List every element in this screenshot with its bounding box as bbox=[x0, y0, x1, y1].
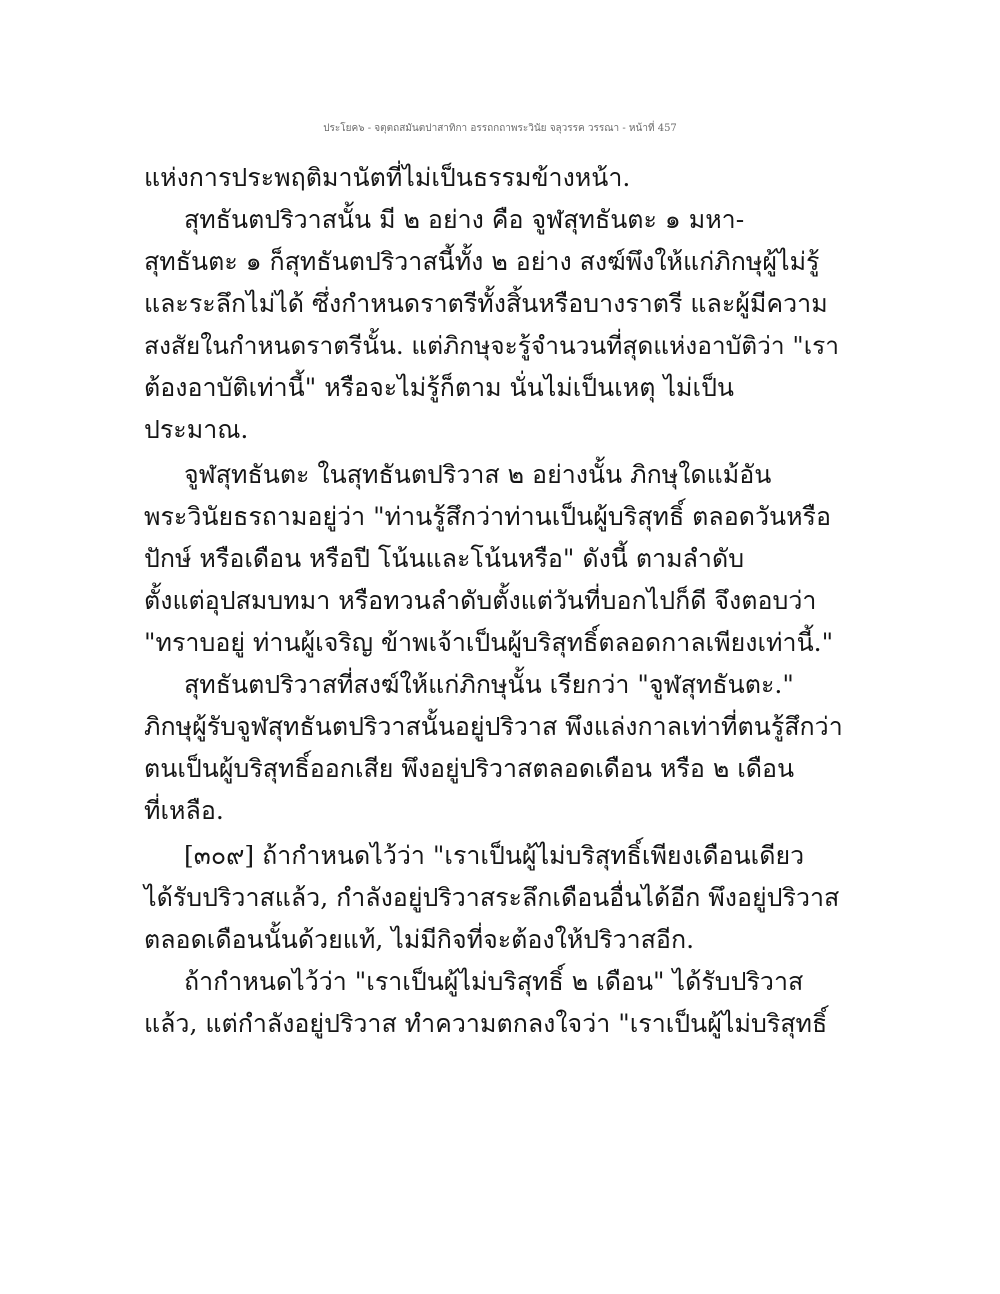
text-line: ปักษ์ หรือเดือน หรือปี โน้นและโน้นหรือ" ดังนี้ ตามลำดับ bbox=[144, 544, 745, 573]
text-line: ประมาณ. bbox=[144, 415, 249, 444]
text-line: สงสัยในกำหนดราตรีนั้น. แต่ภิกษุจะรู้จำนวนที่สุดแห่งอาบัติว่า "เรา bbox=[144, 331, 839, 360]
text-line: ต้องอาบัติเท่านี้" หรือจะไม่รู้ก็ตาม นั่นไม่เป็นเหตุ ไม่เป็น bbox=[144, 373, 735, 402]
text-line: ภิกษุผู้รับจูฬสุทธันตปริวาสนั้นอยู่ปริวาส พึงแล่งกาลเท่าที่ตนรู้สึกว่า bbox=[144, 712, 843, 741]
paragraph-first-line: [๓๐๙] ถ้ากำหนดไว้ว่า "เราเป็นผู้ไม่บริสุทธิ์เพียงเดือนเดียว bbox=[184, 841, 805, 870]
text-line: ที่เหลือ. bbox=[144, 796, 224, 825]
text-line: สุทธันตะ ๑ ก็สุทธันตปริวาสนี้ทั้ง ๒ อย่าง สงฆ์พึงให้แก่ภิกษุผู้ไม่รู้ bbox=[144, 247, 820, 276]
text-line: และระลึกไม่ได้ ซึ่งกำหนดราตรีทั้งสิ้นหรือบางราตรี และผู้มีความ bbox=[144, 289, 828, 318]
text-line: แล้ว, แต่กำลังอยู่ปริวาส ทำความตกลงใจว่า "เราเป็นผู้ไม่บริสุทธิ์ bbox=[144, 1009, 828, 1038]
text-line: ตั้งแต่อุปสมบทมา หรือทวนลำดับตั้งแต่วันที่บอกไปก็ดี จึงตอบว่า bbox=[144, 586, 817, 615]
paragraph-first-line: สุทธันตปริวาสนั้น มี ๒ อย่าง คือ จูฬสุทธันตะ ๑ มหา- bbox=[184, 205, 745, 234]
text-line: ตนเป็นผู้บริสุทธิ์ออกเสีย พึงอยู่ปริวาสตลอดเดือน หรือ ๒ เดือน bbox=[144, 754, 795, 783]
paragraph-first-line: ถ้ากำหนดไว้ว่า "เราเป็นผู้ไม่บริสุทธิ์ ๒ เดือน" ได้รับปริวาส bbox=[184, 967, 804, 996]
paragraph-first-line: สุทธันตปริวาสที่สงฆ์ให้แก่ภิกษุนั้น เรียกว่า "จูฬสุทธันตะ." bbox=[184, 670, 794, 699]
running-header: ประโยค๖ - จตุตถสมันตปาสาทิกา อรรถกถาพระวินัย จลุวรรค วรรณา - หน้าที่ 457 bbox=[323, 123, 677, 134]
text-line: ได้รับปริวาสแล้ว, กำลังอยู่ปริวาสระลึกเดือนอื่นได้อีก พึงอยู่ปริวาส bbox=[144, 883, 840, 912]
text-line: "ทราบอยู่ ท่านผู้เจริญ ข้าพเจ้าเป็นผู้บริสุทธิ์ตลอดกาลเพียงเท่านี้." bbox=[144, 628, 834, 657]
paragraph-first-line: จูฬสุทธันตะ ในสุทธันตปริวาส ๒ อย่างนั้น ภิกษุใดแม้อัน bbox=[184, 460, 772, 489]
text-line: พระวินัยธรถามอยู่ว่า "ท่านรู้สึกว่าท่านเป็นผู้บริสุทธิ์ ตลอดวันหรือ bbox=[144, 502, 831, 531]
text-line: ตลอดเดือนนั้นด้วยแท้, ไม่มีกิจที่จะต้องให้ปริวาสอีก. bbox=[144, 925, 695, 954]
text-line: แห่งการประพฤติมานัตที่ไม่เป็นธรรมข้างหน้า. bbox=[144, 163, 631, 192]
